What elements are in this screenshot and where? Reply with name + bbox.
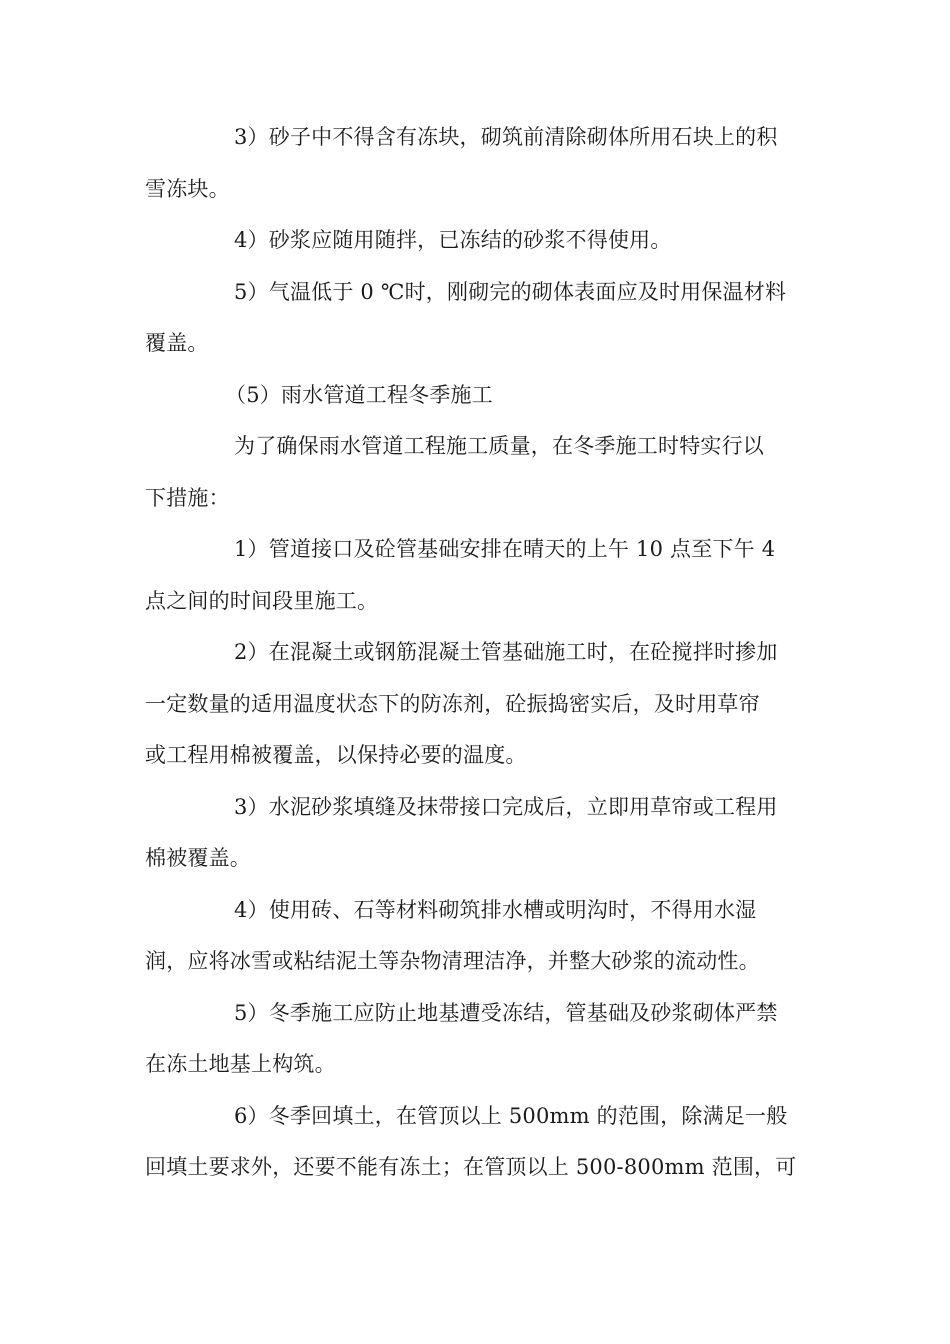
text-line: 4）使用砖、石等材料砌筑排水槽或明沟时，不得用水湿 [234,897,757,922]
text-line: 棉被覆盖。 [145,846,251,870]
text-line: 覆盖。 [145,331,209,355]
text-line: 润，应将冰雪或粘结泥土等杂物清理洁净，并整大砂浆的流动性。 [145,949,760,973]
text-line: 5）冬季施工应防止地基遭受冻结，管基础及砂浆砌体严禁 [234,1000,778,1025]
text-line: 3）砂子中不得含有冻块，砌筑前清除砌体所用石块上的积 [234,125,778,149]
text-line: 2）在混凝土或钢筋混凝土管基础施工时，在砼搅拌时掺加 [234,640,778,664]
text-line: 4）砂浆应随用随拌，已冻结的砂浆不得使用。 [234,228,672,252]
text-line: 点之间的时间段里施工。 [145,588,379,613]
text-line: 下措施： [145,485,230,510]
document-body [145,112,807,1194]
text-line: 雪冻块。 [145,176,230,201]
text-line: 6）冬季回填土，在管顶以上 500mm 的范围，除满足一般 [234,1103,788,1128]
text-line: 为了确保雨水管道工程施工质量，在冬季施工时特实行以 [234,434,764,458]
section-heading: （5）雨水管道工程冬季施工 [225,382,493,407]
text-line: 在冻土地基上构筑。 [145,1052,336,1076]
text-line: 回填土要求外，还要不能有冻土；在管顶以上 500-800mm 范围，可 [145,1155,797,1179]
text-line: 5）气温低于 0 ℃时，刚砌完的砌体表面应及时用保温材料 [234,279,787,304]
text-line: 1）管道接口及砼管基础安排在晴天的上午 10 点至下午 4 [234,537,776,561]
text-line: 一定数量的适用温度状态下的防冻剂，砼振捣密实后，及时用草帘 [145,691,760,716]
text-line: 3）水泥砂浆填缝及抹带接口完成后，立即用草帘或工程用 [234,794,778,819]
text-line: 或工程用棉被覆盖，以保持必要的温度。 [145,743,527,767]
